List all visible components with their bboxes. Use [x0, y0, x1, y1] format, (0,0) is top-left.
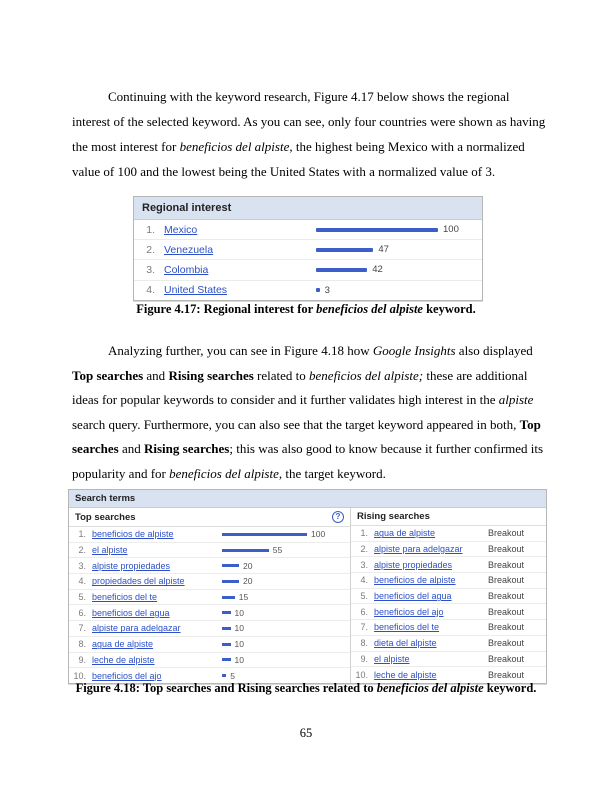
search-volume-value: 20: [243, 576, 253, 587]
breakout-badge: Breakout: [487, 559, 524, 570]
breakout-badge: Breakout: [487, 638, 524, 649]
row-rank: 6.: [360, 606, 368, 617]
search-term-link[interactable]: alpiste para adelgazar: [92, 623, 181, 634]
breakout-badge: Breakout: [487, 575, 524, 586]
search-term-link[interactable]: beneficios del agua: [374, 591, 452, 602]
search-term-link[interactable]: agua de alpiste: [92, 639, 154, 650]
rising-search-row: [351, 526, 546, 542]
row-rank: 2.: [78, 545, 86, 556]
top-search-row: [69, 527, 350, 543]
rising-searches-title: Rising searches: [357, 511, 430, 522]
regional-interest-row: [134, 240, 482, 260]
row-rank: 8.: [360, 638, 368, 649]
breakout-badge: Breakout: [487, 622, 524, 633]
search-term-link[interactable]: alpiste propiedades: [92, 560, 171, 571]
help-icon[interactable]: ?: [332, 511, 344, 523]
search-volume-bar-group: [222, 558, 252, 573]
row-rank: 7.: [360, 622, 368, 633]
search-term-link[interactable]: beneficios del te: [92, 592, 158, 603]
row-rank: 9.: [78, 654, 86, 665]
figure-4-18-caption: Figure 4.18: Top searches and Rising searches related to beneficios del alpiste keyword.: [75, 681, 537, 695]
row-rank: 4.: [360, 575, 368, 586]
row-rank: 7.: [78, 623, 86, 634]
rising-search-row: [351, 667, 546, 682]
search-volume-bar: [222, 611, 231, 614]
row-rank: 1.: [360, 528, 368, 539]
search-term-link[interactable]: beneficios del ajo: [92, 670, 162, 681]
row-rank: 4.: [78, 576, 86, 587]
row-rank: 5.: [78, 592, 86, 603]
search-volume-bar: [222, 658, 231, 661]
breakout-badge: Breakout: [487, 606, 524, 617]
interest-value: 100: [443, 224, 459, 236]
regional-interest-row: [134, 220, 482, 240]
figure-4-17-caption: Figure 4.17: Regional interest for beneficios del alpiste keyword.: [136, 302, 476, 316]
interest-bar: [316, 288, 320, 292]
interest-value: 42: [372, 264, 383, 276]
row-rank: 6.: [78, 607, 86, 618]
search-volume-value: 20: [243, 560, 253, 571]
search-volume-value: 15: [238, 592, 249, 603]
rising-search-row: [351, 604, 546, 620]
rising-search-row: [351, 620, 546, 636]
row-rank: 8.: [78, 639, 86, 650]
search-volume-bar-group: [222, 605, 244, 620]
rising-search-row: [351, 573, 546, 589]
interest-bar-group: [316, 260, 383, 279]
top-searches-rows: [69, 527, 350, 683]
regional-interest-row: [134, 260, 482, 280]
row-rank: 9.: [360, 653, 368, 664]
search-volume-bar: [222, 564, 239, 567]
row-rank: 3.: [78, 560, 86, 571]
top-search-row: [69, 558, 350, 574]
search-term-link[interactable]: beneficios del agua: [92, 607, 170, 618]
search-volume-bar-group: [222, 527, 325, 542]
page-number: 65: [299, 726, 313, 740]
top-search-row: [69, 590, 350, 606]
search-volume-bar-group: [222, 653, 244, 668]
search-term-link[interactable]: el alpiste: [92, 545, 128, 556]
search-term-link[interactable]: propiedades del alpiste: [92, 576, 185, 587]
breakout-badge: Breakout: [487, 591, 524, 602]
search-term-link[interactable]: alpiste propiedades: [374, 559, 453, 570]
row-rank: 3.: [146, 263, 155, 276]
interest-value: 47: [378, 244, 389, 256]
row-rank: 4.: [146, 284, 155, 297]
interest-bar-group: [316, 220, 459, 239]
country-link[interactable]: Colombia: [164, 263, 209, 276]
search-volume-bar: [222, 533, 307, 536]
country-link[interactable]: Venezuela: [164, 243, 214, 256]
search-term-link[interactable]: beneficios del te: [374, 622, 440, 633]
top-search-row: [69, 653, 350, 669]
rising-search-row: [351, 589, 546, 605]
top-search-row: [69, 637, 350, 653]
search-term-link[interactable]: beneficios del ajo: [374, 606, 444, 617]
top-search-row: [69, 605, 350, 621]
rising-searches-column: [351, 508, 546, 683]
search-volume-bar-group: [222, 574, 252, 589]
search-volume-bar-group: [222, 621, 244, 636]
regional-interest-rows: [134, 220, 482, 300]
search-volume-bar: [222, 674, 226, 677]
search-term-link[interactable]: el alpiste: [374, 653, 410, 664]
search-term-link[interactable]: beneficios de alpiste: [374, 575, 456, 586]
interest-bar-group: [316, 281, 330, 300]
top-searches-column: [69, 508, 351, 683]
top-search-row: [69, 574, 350, 590]
search-volume-value: 55: [272, 545, 283, 556]
paragraph-keyword-research: Continuing with the keyword research, Figure 4.17 below shows the regional interest of the selected keyword. As you can see, only four countries were shown as having the most interest for beneficios del alpiste, the highest being Mexico with a normalized value of 100 and the lowest being the United States with a normalized value of 3.: [72, 89, 546, 179]
search-volume-value: 10: [234, 623, 244, 634]
search-volume-bar: [222, 627, 231, 630]
search-volume-bar: [222, 580, 239, 583]
search-volume-bar-group: [222, 637, 244, 652]
regional-interest-title: Regional interest: [134, 197, 482, 220]
interest-bar: [316, 268, 367, 272]
search-volume-bar: [222, 549, 269, 552]
rising-searches-rows: [351, 526, 546, 682]
rising-search-row: [351, 557, 546, 573]
top-search-row: [69, 543, 350, 559]
row-rank: 2.: [360, 544, 368, 555]
regional-interest-row: [134, 281, 482, 300]
country-link[interactable]: Mexico: [164, 223, 198, 236]
row-rank: 10.: [73, 670, 86, 681]
row-rank: 10.: [355, 669, 368, 680]
search-volume-value: 5: [230, 670, 235, 681]
interest-bar: [316, 228, 438, 232]
interest-value: 3: [324, 284, 330, 296]
search-volume-bar: [222, 643, 231, 646]
search-terms-title: Search terms: [69, 490, 546, 508]
search-volume-bar: [222, 596, 235, 599]
search-volume-value: 10: [234, 607, 244, 618]
search-term-link[interactable]: dieta del alpiste: [374, 638, 437, 649]
top-searches-title: Top searches: [75, 511, 136, 523]
row-rank: 1.: [146, 223, 155, 236]
search-volume-value: 100: [311, 529, 326, 540]
figure-search-terms: [68, 489, 547, 684]
rising-search-row: [351, 652, 546, 668]
row-rank: 5.: [360, 591, 368, 602]
row-rank: 3.: [360, 559, 368, 570]
search-volume-value: 10: [234, 639, 244, 650]
figure-regional-interest: [133, 196, 483, 301]
rising-search-row: [351, 636, 546, 652]
search-term-link[interactable]: leche de alpiste: [374, 669, 437, 680]
search-term-link[interactable]: alpiste para adelgazar: [374, 544, 463, 555]
breakout-badge: Breakout: [487, 669, 524, 680]
rising-search-row: [351, 542, 546, 558]
row-rank: 2.: [146, 243, 155, 256]
search-volume-bar-group: [222, 543, 282, 558]
interest-bar-group: [316, 240, 389, 259]
paragraph-top-rising-searches: Analyzing further, you can see in Figure 4.18 how Google Insights also displayed Top searches and Rising searches related to beneficios del alpiste; these are additional ideas for popular keywords to consider and it further validates high interest in the alpiste search query. Furthermore, you can also see that the target keyword appeared in both, Top searches and Rising searches; this was also good to know because it further confirmed its popularity and for beneficios del alpiste, the target keyword.: [72, 343, 544, 481]
search-term-link[interactable]: beneficios de alpiste: [92, 529, 174, 540]
search-term-link[interactable]: agua de alpiste: [374, 528, 436, 539]
top-search-row: [69, 621, 350, 637]
breakout-badge: Breakout: [487, 653, 524, 664]
country-link[interactable]: United States: [164, 284, 228, 297]
row-rank: 1.: [78, 529, 86, 540]
search-volume-bar-group: [222, 590, 248, 605]
search-volume-value: 10: [234, 654, 244, 665]
interest-bar: [316, 248, 373, 252]
breakout-badge: Breakout: [487, 544, 524, 555]
breakout-badge: Breakout: [487, 528, 524, 539]
search-term-link[interactable]: leche de alpiste: [92, 654, 155, 665]
